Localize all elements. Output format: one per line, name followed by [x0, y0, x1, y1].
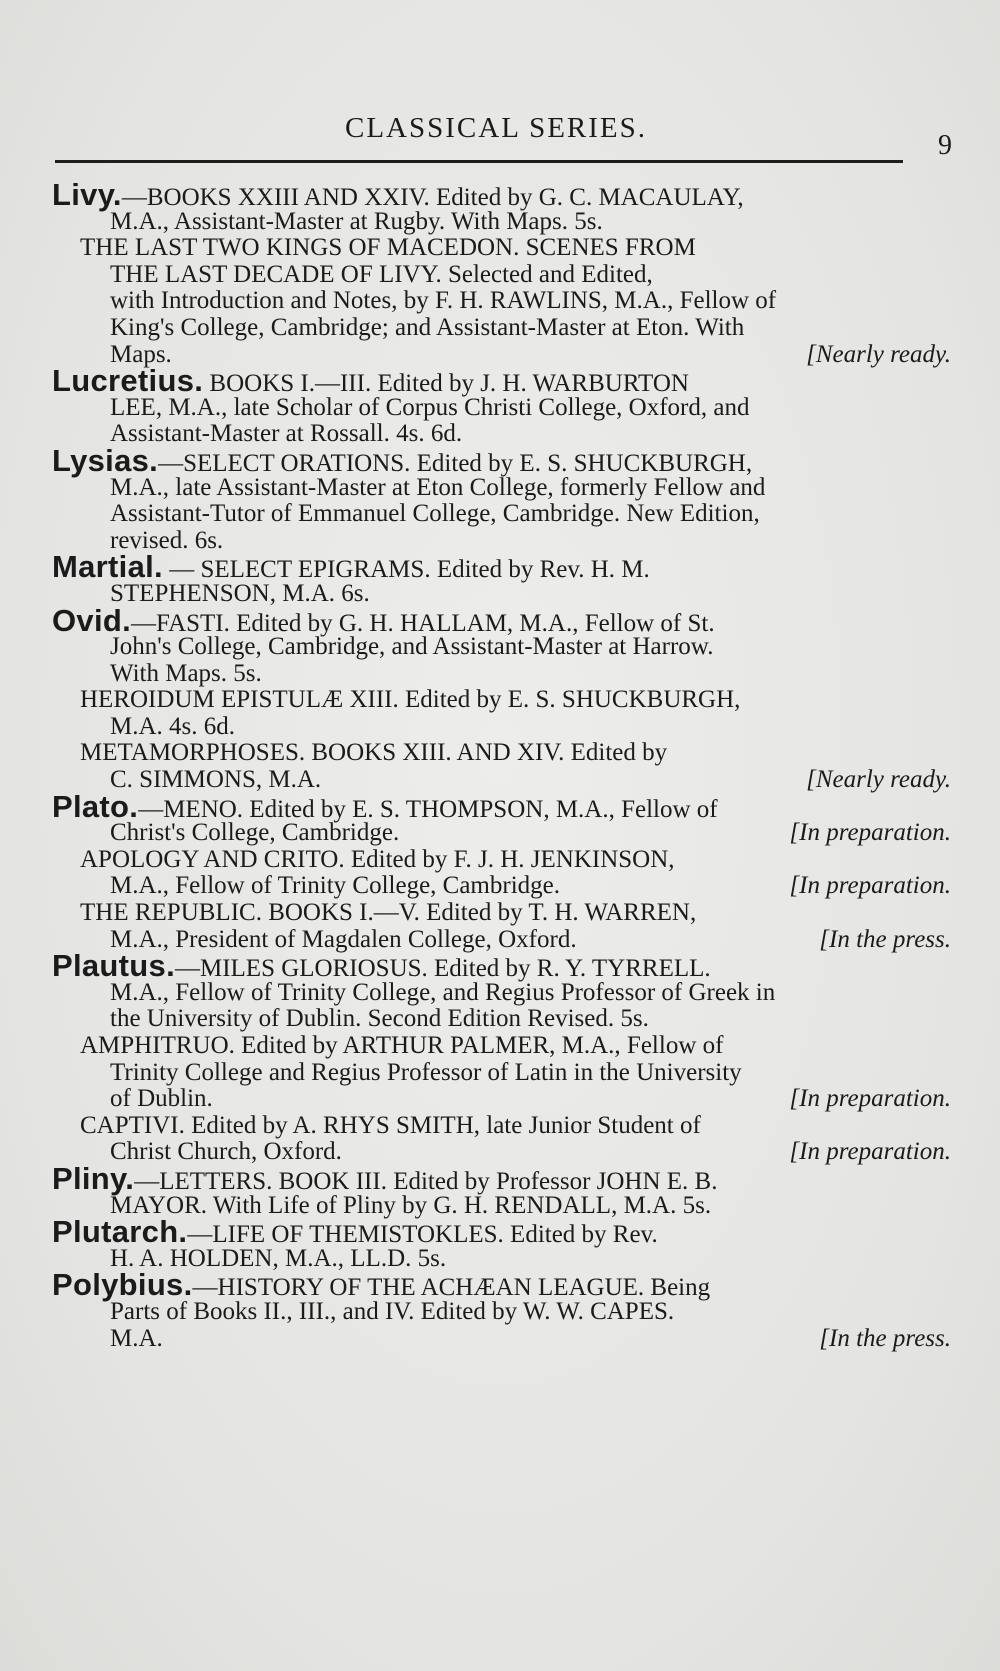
- entry-text-line: [52, 288, 957, 315]
- entry-text: Christ Church, Oxford.: [110, 1138, 342, 1166]
- entry-text: CAPTIVI. Edited by A. RHYS SMITH, late Junior Student of: [80, 1111, 701, 1139]
- entry-text: of Dublin.: [110, 1085, 213, 1113]
- entry-text: —BOOKS XXIII AND XXIV. Edited by G. C. MACAULAY,: [121, 184, 744, 211]
- entry-text: John's College, Cambridge, and Assistant-Master at Harrow.: [110, 633, 714, 661]
- entry-heading-line: [52, 1267, 957, 1303]
- entry-heading-line: [52, 363, 957, 399]
- entry-text: M.A., Fellow of Trinity College, and Regius Professor of Greek in: [110, 978, 776, 1006]
- publication-status: [Nearly ready.: [806, 766, 951, 794]
- catalogue-entry: [52, 1160, 957, 1219]
- entry-text: MAYOR. With Life of Pliny by G. H. RENDALL, M.A. 5s.: [110, 1191, 712, 1219]
- entry-text: BOOKS I.—III. Edited by J. H. WARBURTON: [203, 370, 689, 398]
- entry-text: M.A., late Assistant-Master at Eton College, formerly Fellow and: [110, 473, 766, 501]
- running-head: [0, 112, 1000, 161]
- entry-text: METAMORPHOSES. BOOKS XIII. AND XIV. Edited by: [80, 739, 668, 767]
- entry-text-line: [52, 581, 957, 608]
- entry-text: —SELECT ORATIONS. Edited by E. S. SHUCKBURGH,: [158, 449, 753, 477]
- author-name: Ovid.: [52, 602, 132, 638]
- entry-heading-line: [52, 177, 957, 212]
- entry-text: LEE, M.A., late Scholar of Corpus Christi College, Oxford, and: [110, 393, 750, 421]
- entry-text: M.A. 4s. 6d.: [110, 712, 236, 740]
- catalogue-entry: [52, 948, 957, 1166]
- entry-text: — SELECT EPIGRAMS. Edited by Rev. H. M.: [162, 556, 650, 584]
- sub-work-line: [52, 847, 957, 874]
- entry-text-line: [52, 209, 957, 236]
- catalogue-entry: [52, 602, 957, 794]
- entry-text-line: [52, 501, 957, 528]
- entry-text: —LIFE OF THEMISTOKLES. Edited by Rev.: [187, 1221, 658, 1249]
- catalogue-entry: [52, 1267, 957, 1352]
- entry-text-line: [52, 873, 957, 900]
- entry-text-line: [52, 475, 957, 502]
- entry-text: THE LAST DECADE OF LIVY. Selected and Edited,: [110, 260, 653, 288]
- entry-text-line: [52, 820, 957, 847]
- entry-text: M.A., Assistant-Master at Rugby. With Maps. 5s.: [110, 207, 603, 235]
- catalogue-entry: [52, 442, 957, 554]
- entry-text: M.A.: [110, 1324, 163, 1352]
- sub-work-line: [52, 740, 957, 767]
- entry-text-line: [52, 927, 957, 954]
- sub-work-line: [52, 1033, 957, 1060]
- entry-text: With Maps. 5s.: [110, 659, 262, 687]
- entry-text: M.A., President of Magdalen College, Oxford.: [110, 925, 577, 953]
- author-name: Plutarch.: [52, 1214, 188, 1250]
- publication-status: [In preparation.: [789, 819, 951, 847]
- author-name: Lysias.: [52, 442, 159, 478]
- entry-heading-line: [52, 549, 957, 585]
- entry-text-line: [52, 634, 957, 661]
- entry-text-line: [52, 661, 957, 688]
- author-name: Livy.: [52, 177, 122, 212]
- publication-status: [In the press.: [819, 1324, 951, 1352]
- sub-work-line: [52, 687, 957, 714]
- author-name: Lucretius.: [52, 363, 204, 399]
- entry-text: —HISTORY OF THE ACHÆAN LEAGUE. Being: [192, 1274, 711, 1302]
- entry-text: Assistant-Master at Rossall. 4s. 6d.: [110, 420, 463, 448]
- entry-text: with Introduction and Notes, by F. H. RAWLINS, M.A., Fellow of: [110, 287, 777, 315]
- author-name: Plautus.: [52, 948, 175, 984]
- catalogue-entry: [52, 1214, 957, 1272]
- entry-text: the University of Dublin. Second Edition Revised. 5s.: [110, 1005, 649, 1033]
- entry-text-line: [52, 767, 957, 794]
- page-number: 9: [938, 130, 952, 161]
- entry-heading-line: [52, 442, 957, 478]
- entry-text: —FASTI. Edited by G. H. HALLAM, M.A., Fellow of St.: [131, 609, 715, 637]
- author-name: Martial.: [52, 549, 163, 585]
- entry-text-line: [52, 395, 957, 422]
- entry-text-line: [52, 1299, 957, 1326]
- publication-status: [Nearly ready.: [806, 340, 951, 368]
- entry-text: THE REPUBLIC. BOOKS I.—V. Edited by T. H. WARREN,: [80, 899, 697, 927]
- sub-work-line: [52, 900, 957, 927]
- publication-status: [In the press.: [819, 925, 951, 953]
- entry-text: HEROIDUM EPISTULÆ XIII. Edited by E. S. SHUCKBURGH,: [80, 686, 741, 714]
- author-name: Pliny.: [52, 1160, 135, 1196]
- entry-text: King's College, Cambridge; and Assistant-Master at Eton. With: [110, 313, 745, 341]
- publication-status: [In preparation.: [789, 1085, 951, 1113]
- author-name: Polybius.: [52, 1267, 193, 1303]
- header-rule: [55, 160, 903, 163]
- entry-text-line: [52, 980, 957, 1007]
- catalogue-entries: [52, 177, 957, 1352]
- sub-work-line: [52, 235, 957, 262]
- entry-text-line: [52, 421, 957, 448]
- entry-text-line: [52, 1326, 957, 1353]
- catalogue-entry: [52, 549, 957, 607]
- author-name: Plato.: [52, 788, 139, 824]
- running-title: CLASSICAL SERIES.: [345, 112, 648, 144]
- entry-heading-line: [52, 788, 957, 824]
- entry-text-line: [52, 714, 957, 741]
- sub-work-line: [52, 1113, 957, 1140]
- entry-heading-line: [52, 602, 957, 638]
- entry-text: AMPHITRUO. Edited by ARTHUR PALMER, M.A., Fellow of: [80, 1032, 724, 1059]
- entry-text: Parts of Books II., III., and IV. Edited by W. W. CAPES.: [110, 1297, 675, 1325]
- entry-heading-line: [52, 948, 957, 984]
- entry-text: STEPHENSON, M.A. 6s.: [110, 579, 370, 607]
- entry-text-line: [52, 1193, 957, 1220]
- entry-text: Trinity College and Regius Professor of Latin in the University: [110, 1058, 742, 1086]
- entry-heading-line: [52, 1214, 957, 1250]
- entry-text: —LETTERS. BOOK III. Edited by Professor JOHN E. B.: [134, 1167, 718, 1195]
- entry-text-line: [52, 1139, 957, 1166]
- entry-text: Assistant-Tutor of Emmanuel College, Cambridge. New Edition,: [110, 500, 760, 528]
- entry-text: —MILES GLORIOSUS. Edited by R. Y. TYRRELL.: [174, 955, 711, 983]
- catalogue-entry: [52, 177, 957, 368]
- publication-status: [In preparation.: [789, 1138, 951, 1166]
- entry-text: APOLOGY AND CRITO. Edited by F. J. H. JENKINSON,: [80, 845, 675, 873]
- entry-text-line: [52, 1060, 957, 1087]
- entry-text-line: [52, 528, 957, 555]
- entry-text-line: [52, 1086, 957, 1113]
- entry-text: H. A. HOLDEN, M.A., LL.D. 5s.: [110, 1244, 447, 1272]
- entry-text-line: [52, 1006, 957, 1033]
- entry-text-line: [52, 262, 957, 289]
- catalogue-entry: [52, 363, 957, 448]
- entry-text: THE LAST TWO KINGS OF MACEDON. SCENES FROM: [80, 234, 696, 262]
- entry-text: revised. 6s.: [110, 526, 224, 554]
- entry-text: Maps.: [110, 340, 172, 368]
- entry-text: M.A., Fellow of Trinity College, Cambridge.: [110, 872, 560, 900]
- entry-text: —MENO. Edited by E. S. THOMPSON, M.A., Fellow of: [138, 795, 718, 823]
- catalogue-entry: [52, 788, 957, 954]
- entry-text: Christ's College, Cambridge.: [110, 819, 400, 847]
- publication-status: [In preparation.: [789, 872, 951, 900]
- entry-heading-line: [52, 1160, 957, 1196]
- entry-text-line: [52, 315, 957, 342]
- entry-text: C. SIMMONS, M.A.: [110, 766, 322, 794]
